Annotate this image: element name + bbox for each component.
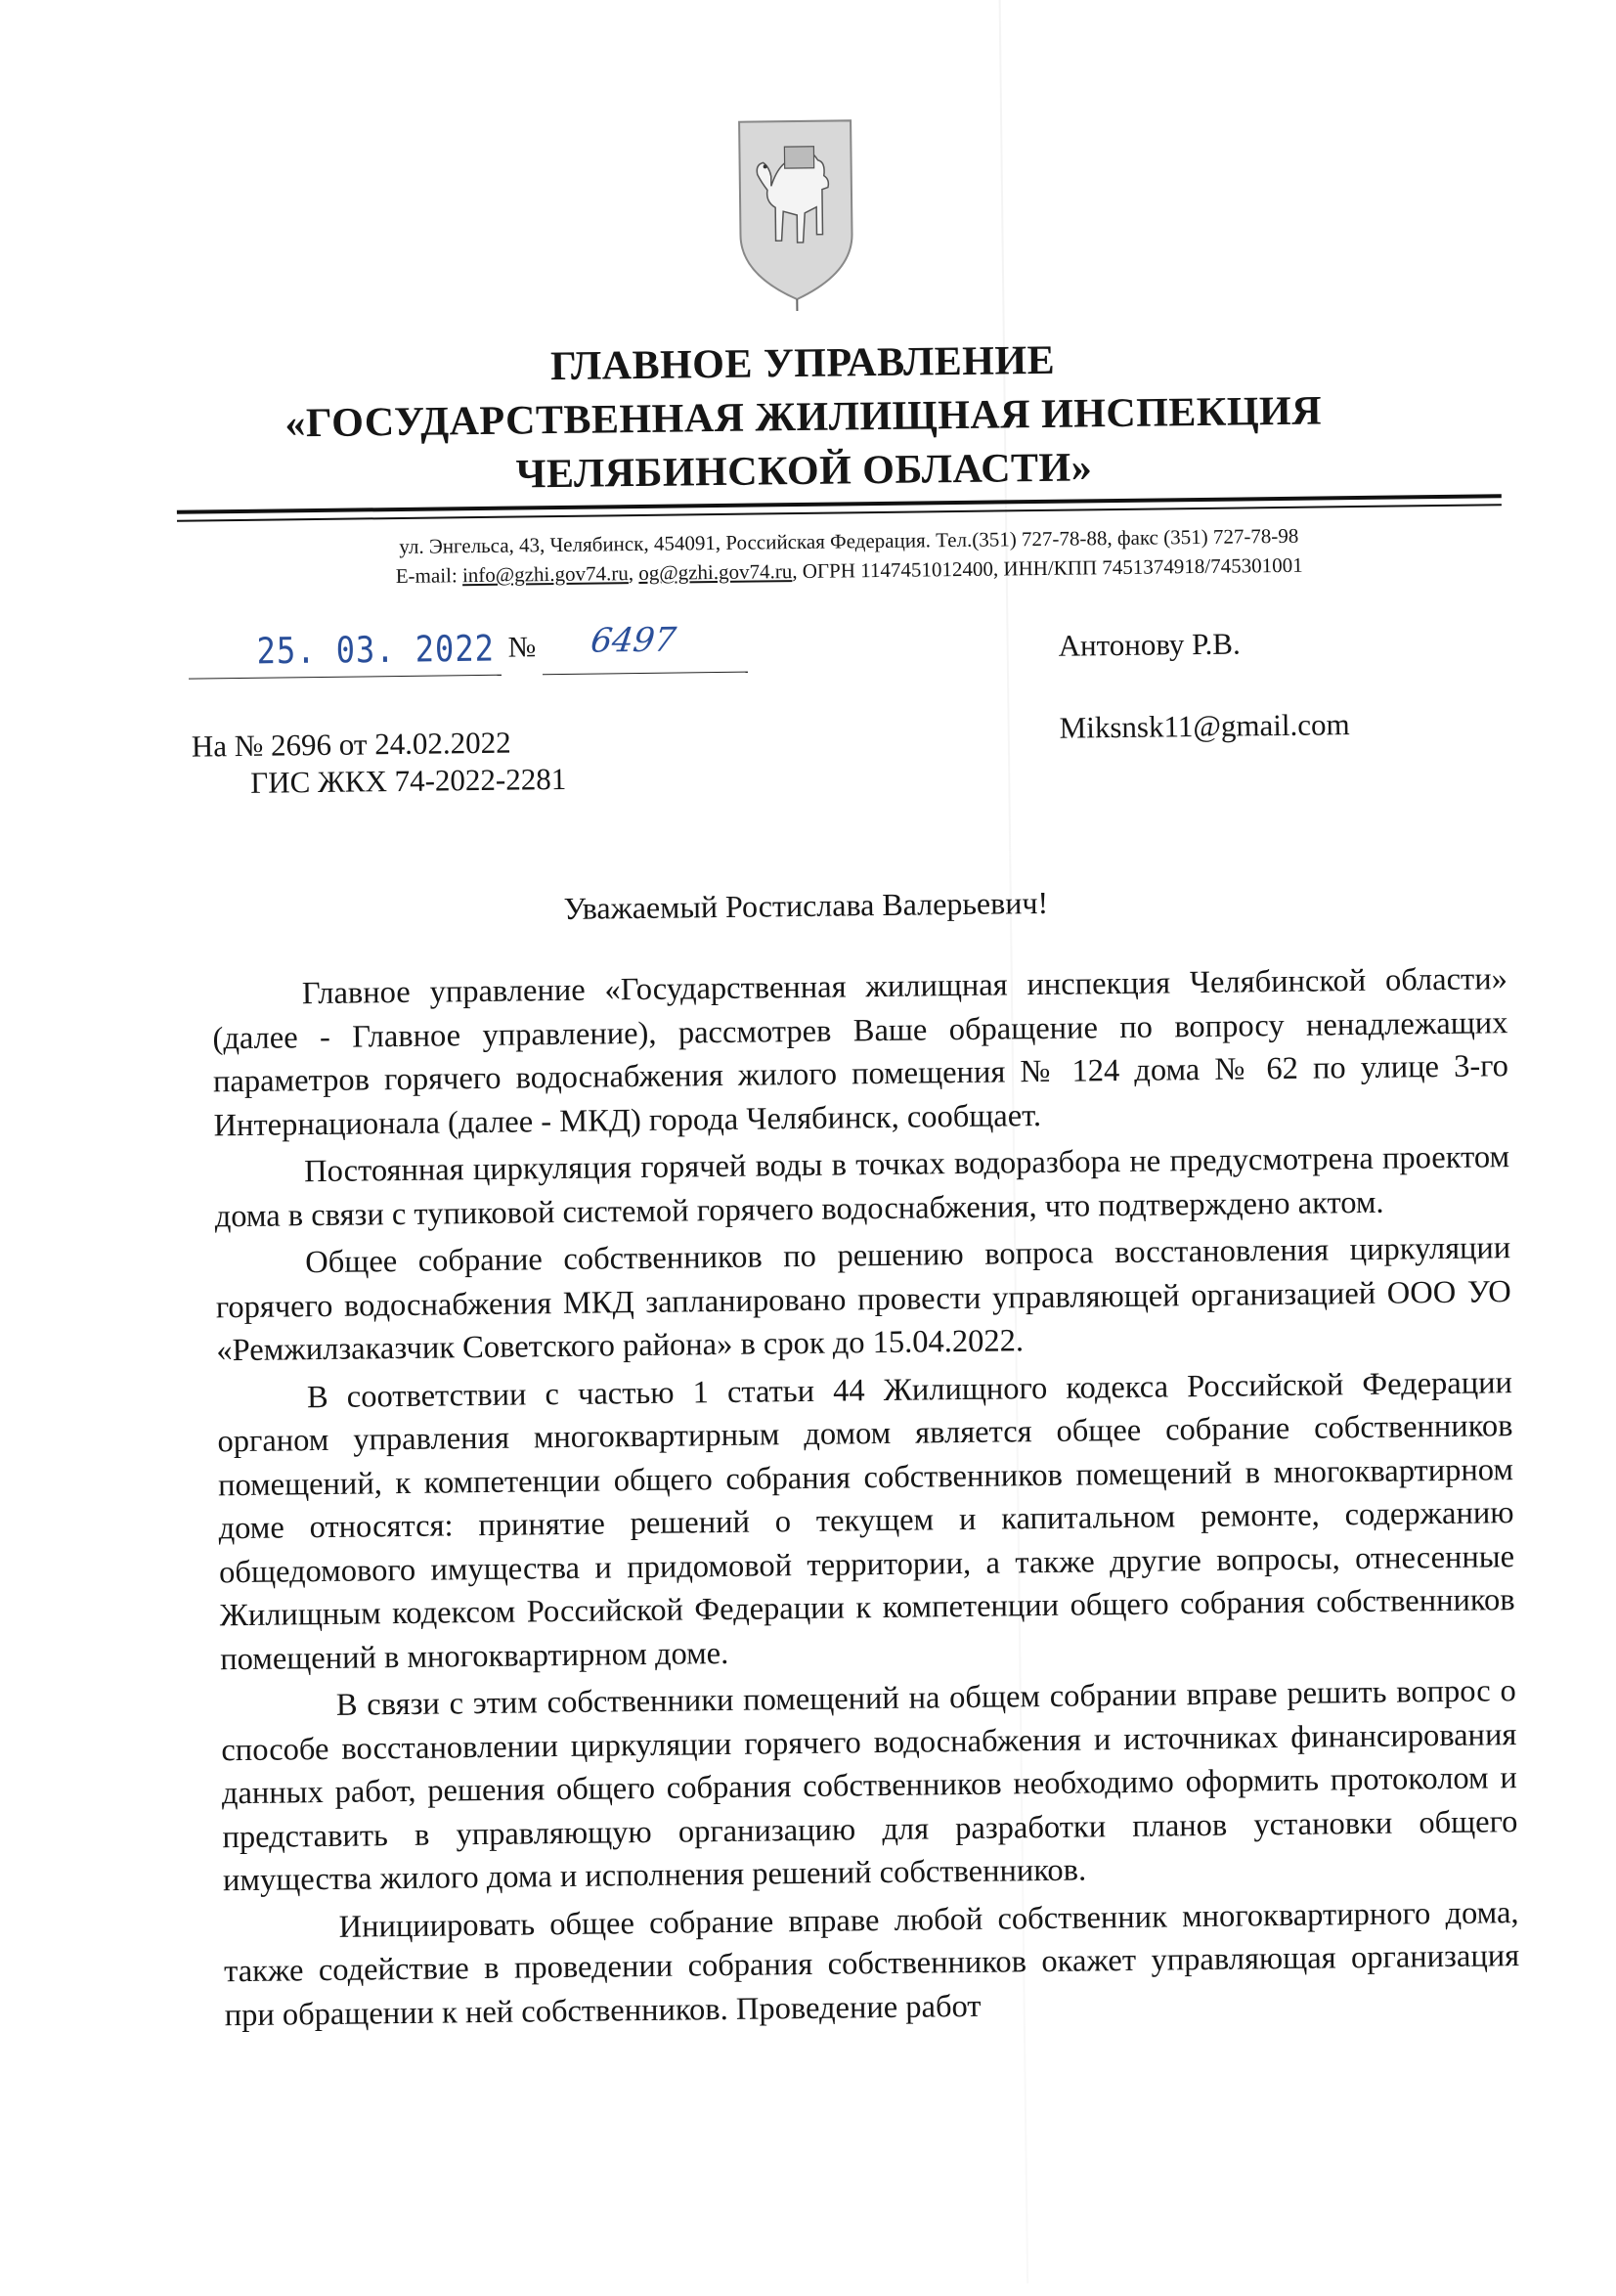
- registry-codes: , ОГРН 1147451012400, ИНН/КПП 7451374918/745301001: [792, 552, 1303, 584]
- contact-address: ул. Энгельса, 43, Челябинск, 454091, Российская Федерация. Тел.(351) 727-78-88, факс (351) 727-78-98: [399, 523, 1299, 558]
- header-line-2: «ГОСУДАРСТВЕННАЯ ЖИЛИЩНАЯ ИНСПЕКЦИЯ: [284, 388, 1323, 447]
- email-link-info[interactable]: info@gzhi.gov74.ru: [461, 561, 629, 588]
- registration-date-stamp: 25. 03. 2022: [256, 626, 496, 673]
- header-rule-thin: [177, 504, 1502, 522]
- registration-number-stamp: 6497: [588, 620, 678, 661]
- registration-number-label: №: [507, 631, 537, 664]
- header-line-1: ГЛАВНОЕ УПРАВЛЕНИЕ: [549, 337, 1056, 390]
- email-separator: ,: [628, 560, 639, 586]
- paragraph-3: Общее собрание собственников по решению вопроса восстановления циркуляции горячего водоснабжения МКД запланировано провести управляющей организацией ООО УО «Ремжилзаказчик Советского района» в срок до 15.04.2022.: [215, 1230, 1511, 1369]
- paragraph-5: В связи с этим собственники помещений на общем собрании вправе решить вопрос о способе восстановлении циркуляции горячего водоснабжения и источниках финансирования данных работ, решения общего собрания собственников необходимо оформить протоколом и представить в управляющую организацию для разработки планов установки общего имущества жилого дома и исполнения решений собственников.: [221, 1673, 1518, 1899]
- paragraph-6: Инициировать общее собрание вправе любой собственник многоквартирного дома, также содействие в проведении собрания собственников окажет управляющая организация при обращении к ней собственников. Проведение работ: [223, 1894, 1520, 2033]
- camel-coat-of-arms-icon: [731, 116, 860, 314]
- date-field-line: [189, 675, 502, 680]
- email-link-og[interactable]: og@gzhi.gov74.ru: [638, 559, 793, 585]
- paragraph-2: Постоянная циркуляция горячей воды в точках водоразбора не предусмотрена проектом дома в связи с тупиковой системой горячего водоснабжения, что подтверждено актом.: [214, 1139, 1510, 1234]
- recipient-name: Антонову Р.В.: [1058, 626, 1241, 663]
- paragraph-4: В соответствии с частью 1 статьи 44 Жилищного кодекса Российской Федерации органом управления многоквартирным домом является общее собрание собственников помещений, к компетенции общего собрания собственников помещений в многоквартирном доме относятся: принятие решений о текущем и капитальном ремонте, содержанию общедомового имущества и придомовой территории, а также другие вопросы, отнесенные Жилищным кодексом Российской Федерации к компетенции общего собрания собственников помещений в многоквартирном доме.: [217, 1364, 1515, 1677]
- recipient-email: Miksnsk11@gmail.com: [1059, 707, 1350, 745]
- email-label: E-mail:: [395, 563, 463, 589]
- letter-body: [212, 957, 1520, 2041]
- reference-number: На № 2696 от 24.02.2022: [191, 725, 511, 764]
- number-field-line: [543, 672, 748, 676]
- paragraph-1: Главное управление «Государственная жилищная инспекция Челябинской области» (далее - Главное управление), рассмотрев Ваше обращение по вопросу ненадлежащих параметров горячего водоснабжения жилого помещения № 124 дома № 62 по улице 3-го Интернационала (далее - МКД) города Челябинск, сообщает.: [212, 961, 1509, 1143]
- reference-gis-code: ГИС ЖКХ 74-2022-2281: [250, 761, 567, 800]
- header-line-3: ЧЕЛЯБИНСКОЙ ОБЛАСТИ»: [515, 445, 1093, 498]
- salutation: Уважаемый Ростислава Валерьевич!: [563, 884, 1049, 926]
